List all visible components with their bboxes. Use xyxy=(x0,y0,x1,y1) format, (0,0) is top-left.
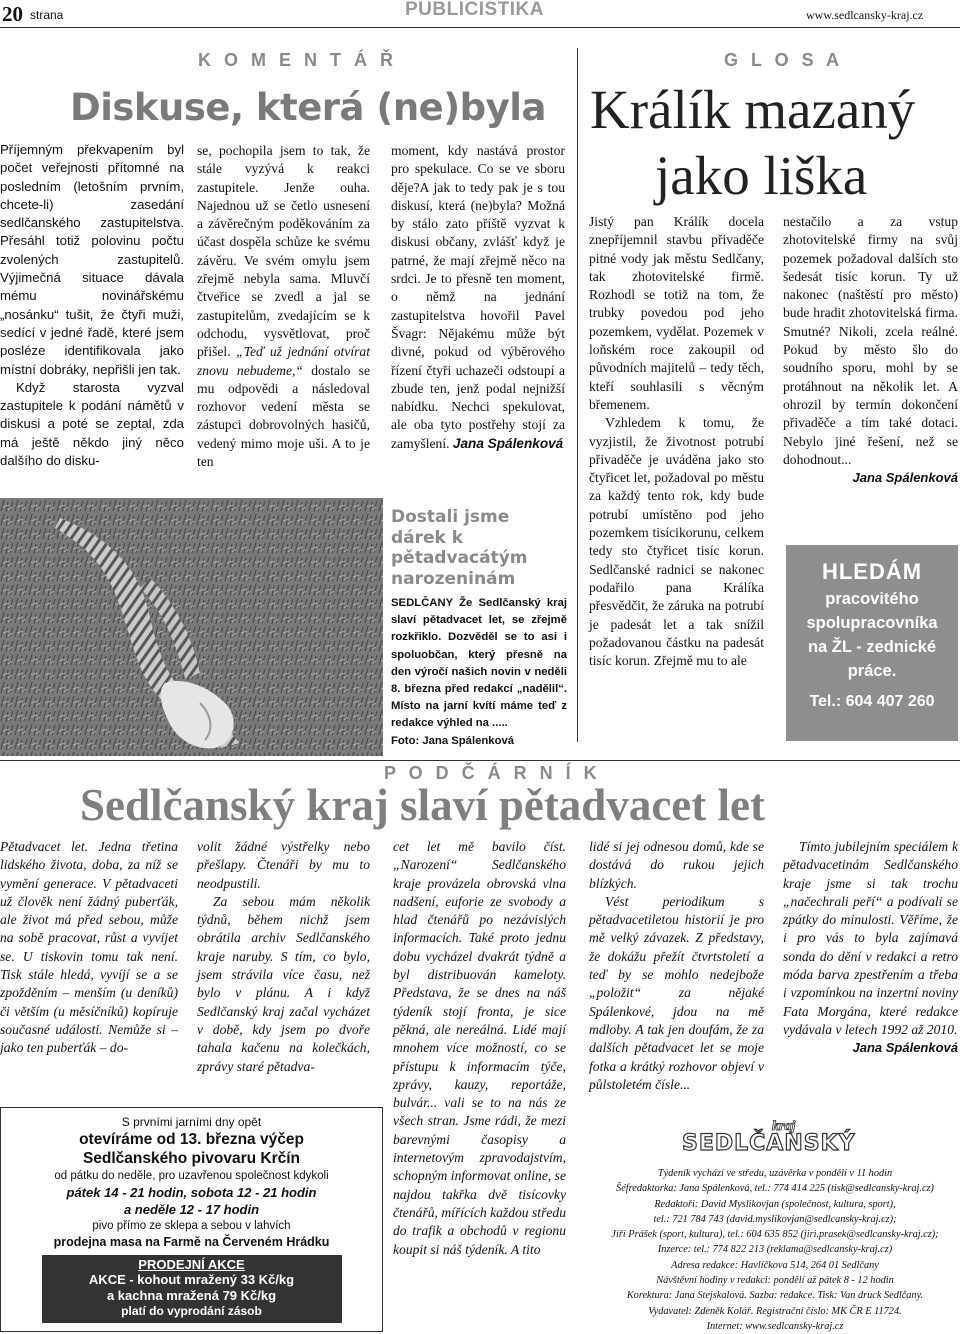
impressum-line: Adresa redakce: Havlíčkova 514, 264 01 Sedlčany xyxy=(671,1259,879,1271)
podcarnik-column-2 xyxy=(197,838,370,1076)
podcarnik-column-3 xyxy=(393,838,566,1259)
komentar-text: moment, kdy nastává prostor pro spekulace. Co se ve sboru děje?A jak to tedy pak je s tou diskusí, která (ne)byla? Možná by stálo zato příště vyzvat k diskusi občany, zvlášť když je patrné, že mají zřejmě něco na srdci. Je to přesně ten moment, o němž na jednání zastupitelstva hovořil Pavel Švagr: Nějakému může být divné, pokud od výběrového řízení čtyři uchazeči odstoupí a zbude ten, jenž podal nejnižší nabídku. Nechci spekulovat, ale oba tyto postřehy stojí za zamyšlení. xyxy=(391,143,565,451)
impressum xyxy=(592,1166,958,1334)
ad-hledam-title: HLEDÁM xyxy=(821,559,923,584)
komentar-column-2 xyxy=(197,142,370,471)
impressum-line: Týdeník vychází ve středu, uzávěrka v pondělí v 11 hodin xyxy=(657,1168,893,1179)
ad-hledam-phone: Tel.: 604 407 260 xyxy=(809,693,935,710)
impressum-line: Redaktoři: David Myslikovjan (společnost, kultura, sport), xyxy=(654,1198,896,1210)
ad-pivovar-line: S prvními jarními dny opět xyxy=(121,1115,262,1129)
komentar-paragraph xyxy=(391,142,565,453)
komentar-quote: „Teď už jednání otvírat znovu nebudeme,“ xyxy=(197,344,371,378)
komentar-author: Jana Spálenková xyxy=(452,435,564,451)
impressum-line: tel.: 721 784 743 (david.myslikovjan@sedlcansky-kraj.cz); xyxy=(653,1213,897,1225)
ad-pivovar-line: prodejna masa na Farmě na Červeném Hrádku xyxy=(53,1235,330,1249)
glosa-title-line-2: jako liška xyxy=(655,145,868,206)
impressum-line: Vydavatel: Zdeněk Kolář. Registrační číslo: MK ČR E 11724. xyxy=(648,1305,902,1317)
glosa-paragraph: Jistý pan Králík docela znepříjemnil stavbu přivaděče pitné vody jak městu Sedlčany, tak zhotovitelské firmě. Rozhodl se totiž na tom, že trubky povedou pod jeho pozemkem, vydělat. Pozemek v loňském roce zakoupil od původních majitelů – tedy těch, kteří souhlasili s věcným břemenem. xyxy=(589,214,764,412)
ad-pivovar-headline: Sedlčanského pivovaru Krčín xyxy=(82,1150,301,1167)
podcarnik-author: Jana Spálenková xyxy=(852,1040,958,1056)
komentar-column-1 xyxy=(0,141,184,470)
komentar-column-3 xyxy=(391,142,565,453)
ad-hledam-line: spolupracovníka xyxy=(806,614,938,632)
ad-hledam-line: na ŽL - zednické xyxy=(807,638,937,656)
podcarnik-paragraph: cet let mě bavilo číst. „Narození“ Sedlčanského kraje provázela obrovská vlna nadšení, euforie ze svobody a hlad čtenářů po nezávislých informacích. Také proto jednu dobu vycházel dvakrát týdně a byl distribuován kameloty. Představa, že se dnes na náš týdeník stojí fronta, je sice pěkná, ale nereálná. Lidé mají mnohem více možností, co se přístupu k informacím týče, zprávy, kauzy, reportáže, bulvár... vali se to na nás ze všech stran. Jsme rádi, že mezi barevnými časopisy a internetovým zpravodajstvím, schopným informovat online, se najdou takřka dvě tisícovky čtenářů, mířících každou středu do trafik a obchodů v regionu koupit si náš týdeník. A tito xyxy=(393,839,566,1257)
photo-image xyxy=(0,498,383,756)
ad-hledam-line: práce. xyxy=(847,662,897,680)
promo-line: platí do vyprodání zásob xyxy=(121,1304,262,1318)
podcarnik-column-1 xyxy=(0,838,178,1058)
ad-pivovar[interactable] xyxy=(0,1107,383,1332)
header-rule xyxy=(0,27,960,28)
glosa-column-1 xyxy=(589,213,764,670)
photo-caption-text xyxy=(391,595,567,750)
komentar-title: Diskuse, která (ne)byla xyxy=(70,86,546,129)
podcarnik-paragraph: Vést periodikum s pětadvacetiletou historií je pro mě velký závazek. Z představy, že dokážu přežít čtvrtstoletí a teď by se mohlo nedejbože „položit“ za nějaké Spálenkové, jdou na mě mdloby. A tak jen doufám, že za dalších pětadvacet let se moje fotka a krátký rozhovor objeví v půlstoletém čísle... xyxy=(589,893,764,1092)
ad-pivovar-headline: otevíráme od 13. března výčep xyxy=(79,1131,304,1148)
podcarnik-paragraph: volit žádné výstřelky nebo přešlapy. Čtenáři by mu to neodpustili. xyxy=(197,839,370,891)
logo-main: SEDLČANSKÝ xyxy=(682,1131,856,1156)
logo-small: kraj xyxy=(772,1119,796,1134)
photo-caption-box xyxy=(391,507,567,750)
page-header xyxy=(0,0,960,26)
page-number: 20 xyxy=(2,2,23,26)
promo-line: AKCE - kohout mražený 33 Kč/kg xyxy=(88,1272,295,1287)
impressum-line[interactable]: Internet: www.sedlcansky-kraj.cz xyxy=(706,1320,844,1332)
impressum-line: Šéfredaktorka: Jana Spálenková, tel.: 774 414 225 (tisk@sedlcansky-kraj.cz) xyxy=(616,1183,934,1195)
podcarnik-kicker: P O D Č Á R N Í K xyxy=(384,763,601,783)
glosa-kicker: G L O S A xyxy=(724,50,844,70)
caption-lead: SEDLČANY xyxy=(391,597,453,609)
promo-line: a kachna mražená 79 Kč/kg xyxy=(106,1288,277,1303)
glosa-column-2 xyxy=(783,213,958,487)
podcarnik-paragraph: Za sebou mám několik týdnů, během nichž jsem obrátila archiv Sedlčanského kraje naruby. S tím, co bylo, jsem strávila více času, než bylo v plánu. A i když Sedlčanský kraj začal vycházet v době, kdy jsem po dvoře tahala kačenu na kolečkách, zprávy staré pětadva- xyxy=(197,893,370,1074)
komentar-text: dostalo se mu odpovědi a následoval rozhovor vedení města se zástupci dobrovolných hasičů, vedený mimo moje uši. A to je ten xyxy=(197,362,370,470)
page-label: strana xyxy=(30,8,64,22)
glosa-author: Jana Spálenková xyxy=(852,470,958,486)
podcarnik-title: Sedlčanský kraj slaví pětadvacet let xyxy=(80,780,765,830)
promo-title: PRODEJNÍ AKCE xyxy=(138,1257,245,1272)
impressum-line: Korektura: Jana Stejskalová. Sazba: redakce. Tisk: Van druck Sedlčany. xyxy=(626,1290,924,1302)
impressum-line: Inzerce: tel.: 774 822 213 (reklama@sedlcansky-kraj.cz) xyxy=(657,1244,893,1256)
ad-pivovar-hours: pátek 14 - 21 hodin, sobota 12 - 21 hodin xyxy=(66,1185,317,1200)
komentar-paragraph: Když starosta vyzval zastupitele k podání námětů v diskusi a poté se zeptal, zda má ještě někdo jiný něco dalšího do disku- xyxy=(0,379,184,469)
podcarnik-paragraph: Pětadvacet let. Jedna třetina lidského života, doba, za níž se vymění generace. V pětadvaceti už člověk není žádný puberťák, ale život má před sebou, může na sobě pracovat, růst a vyvíjet se. U tiskovin tomu tak není. Tisk stále hledá, vyvíjí se a se zpožděním – menším (u deníků) či větším (u měsíčníků) kopíruje současné události. Nemůže si – jako ten puberťák – do- xyxy=(0,839,178,1056)
impressum-line: Návštěvní hodiny v redakci: pondělí až pátek 8 - 12 hodin xyxy=(656,1275,894,1287)
ad-hledam-line: pracovitého xyxy=(825,590,919,608)
komentar-text: se, pochopila jsem to tak, že stále vyzývá k reakci zastupitele. Jenže ouha. Najednou už se četlo usnesení a závěrečným poděkováním za účast dospěla schůze ke svému závěru. Ve svém omylu jsem zřejmě nebyla sama. Mluvčí čtveřice se zvedl a jal se zastupitelům, zvedajícím se k odchodu, vysvětlovat, proč přišel. xyxy=(197,143,370,360)
ad-hledam[interactable] xyxy=(786,545,958,741)
podcarnik-paragraph: Tímto jubilejním speciálem k pětadvacetinám Sedlčanského kraje jsme si tak trochu „načechrali peří“ a podívali se zpátky do minulosti. Věříme, že i pro vás to byla zajímavá sonda do dění v redakci a retro móda barva zpestřením a třeba i vzpomínkou na inzertní noviny Fata Morgána, které redakce vydávala v letech 1992 až 2010. xyxy=(783,839,958,1037)
impressum-logo xyxy=(682,1119,856,1159)
news-photo xyxy=(0,498,383,756)
podcarnik-column-4 xyxy=(589,838,764,1094)
podcarnik-paragraph: lidé si jej odnesou domů, kde se dostává do rukou jejich blízkých. xyxy=(589,839,764,891)
glosa-paragraph: nestačilo a za vstup zhotovitelské firmy na svůj pozemek požadoval dalších sto šedesát tisíc korun. Ty už nakonec (naštěstí pro město) bude hradit zhotovitelská firma. Smutné? Nikoli, zcela reálné. Pokud by město šlo do soudního sporu, mohl by se protáhnout na několik let. A ohrozil by termín dokončení přivaděče a tím také dotaci. Nebylo jiné řešení, než se dohodnout... xyxy=(783,214,958,467)
komentar-paragraph: Příjemným překvapením byl počet veřejnosti přítomné na posledním (letošním prvním, chcete-li) zasedání sedlčanského zastupitelstva. Přesáhl totiž polovinu počtu zvolených zastupitelů. Výjimečná situace dávala mému novinářskému „nosánku“ tušit, že čtyři muži, sedící v jedné řadě, které jsem posléze identifikovala jako místní dobráky, nepřišli jen tak. xyxy=(0,142,184,377)
komentar-paragraph xyxy=(197,142,370,471)
header-url[interactable]: www.sedlcansky-kraj.cz xyxy=(806,8,924,22)
podcarnik-column-5 xyxy=(783,838,958,1058)
caption-credit: Foto: Jana Spálenková xyxy=(391,734,515,747)
podcarnik-rule xyxy=(0,760,960,761)
glosa-title-line-1: Králík mazaný xyxy=(590,79,916,140)
ad-pivovar-promo xyxy=(42,1255,342,1323)
ad-pivovar-hours: a neděle 12 - 17 hodin xyxy=(123,1202,260,1217)
photo-caption-title: Dostali jsme dárek k pětadvacátým narozeninám xyxy=(391,507,528,589)
ad-pivovar-line: pivo přímo ze sklepa a sebou v lahvích xyxy=(92,1220,291,1232)
ad-pivovar-line: od pátku do neděle, pro uzavřenou společnost kdykoli xyxy=(54,1170,329,1182)
glosa-paragraph: Vzhledem k tomu, že vyzjistil, že životnost potrubí přivaděče je uváděna jako sto čtyřicet let, požadoval po městu za každý tento rok, kdy bude potrubí umístěno pod jeho pozemkem tisícikorunu, celkem tedy sto čtyřicet tisíc korun. Sedlčanské radnici se nakonec podařilo pana Králíka přesvědčit, že záruka na potrubí je padesát let a tak snížil požadovanou částku na padesát tisíc korun. Zřejmě mu to ale xyxy=(589,415,764,669)
section-name: PUBLICISTIKA xyxy=(405,0,544,20)
komentar-kicker: K O M E N T Á Ř xyxy=(198,50,397,70)
impressum-line: Jiří Prášek (sport, kultura), tel.: 604 635 852 (jiri.prasek@sedlcansky-kraj.cz); xyxy=(611,1229,939,1241)
caption-body: Že Sedlčanský kraj slaví pětadvacet let, se zřejmě rozkřiklo. Dozvěděl se to asi i spoluobčan, který přesně na den výročí našich novin v neděli 8. března před redakcí „nadělil“. Místo na jarní kvítí máme teď z redakce výhled na ..... xyxy=(391,597,567,730)
section-divider-vertical xyxy=(577,48,578,742)
